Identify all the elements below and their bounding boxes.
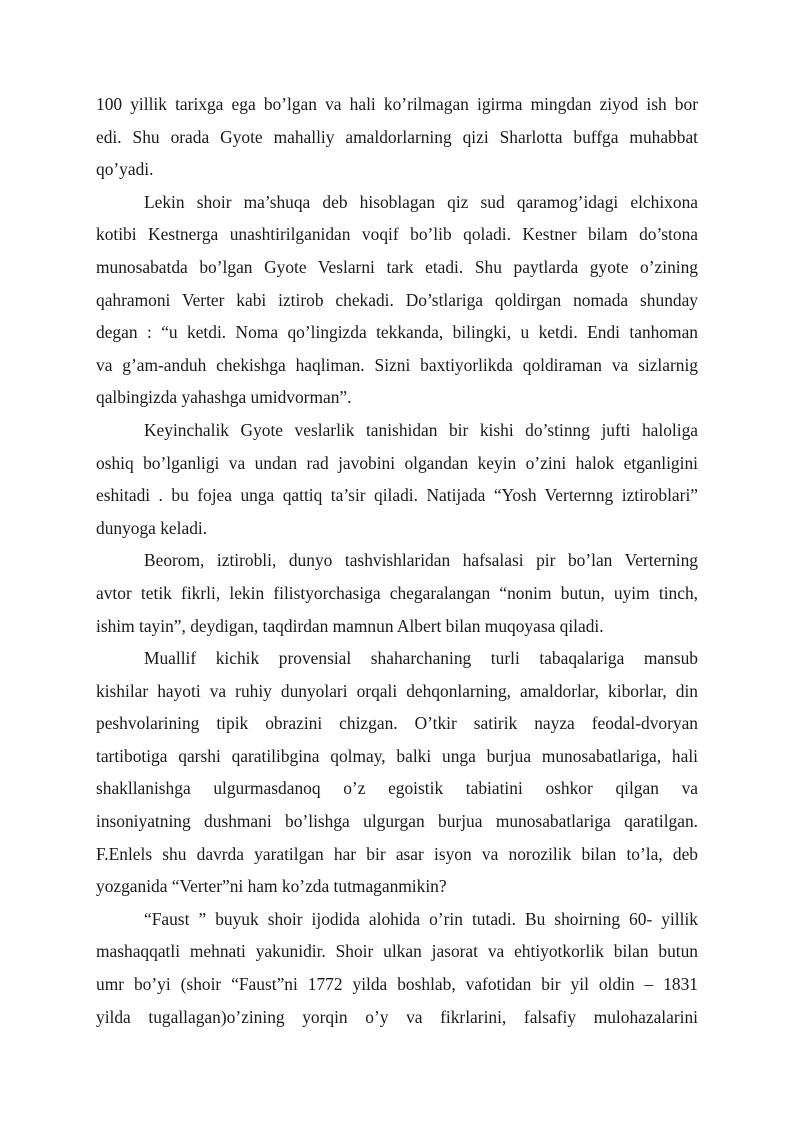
text-line: qahramoni Verter kabi iztirob chekadi. Do’stlariga qoldirgan nomada shunday <box>96 289 698 310</box>
text-line: edi. Shu orada Gyote mahalliy amaldorlarning qizi Sharlotta buffga muhabbat <box>96 126 698 147</box>
text-line: kotibi Kestnerga unashtirilganidan voqif bo’lib qoladi. Kestner bilam do’stona <box>96 224 698 245</box>
paragraph-3 <box>96 414 698 544</box>
text-line: dunyoga keladi. <box>96 517 208 538</box>
text-line: F.Enlels shu davrda yaratilgan har bir asar isyon va norozilik bilan to’la, deb <box>96 843 698 864</box>
text-line: shakllanishga ulgurmasdanoq o’z egoistik tabiatini oshkor qilgan va <box>96 778 698 799</box>
text-line: degan : “u ketdi. Noma qo’lingizda tekkanda, bilingki, u ketdi. Endi tanhoman <box>96 322 698 343</box>
text-line: insoniyatning dushmani bo’lishga ulgurgan burjua munosabatlariga qaratilgan. <box>96 811 698 832</box>
paragraph-5 <box>96 642 698 903</box>
text-line: Keyinchalik Gyote veslarlik tanishidan bir kishi do’stinng jufti haloliga <box>144 419 698 440</box>
paragraph-6 <box>96 903 698 1033</box>
text-line: qo’yadi. <box>96 159 154 180</box>
text-line: ishim tayin”, deydigan, taqdirdan mamnun Albert bilan muqoyasa qiladi. <box>96 615 604 636</box>
paragraph-4 <box>96 544 698 642</box>
text-line: Beorom, iztirobli, dunyo tashvishlaridan hafsalasi pir bo’lan Verterning <box>144 550 698 571</box>
text-line: “Faust ” buyuk shoir ijodida alohida o’rin tutadi. Bu shoirning 60- yillik <box>144 908 698 929</box>
text-line: Muallif kichik provensial shaharchaning turli tabaqalariga mansub <box>144 648 698 669</box>
text-line: mashaqqatli mehnati yakunidir. Shoir ulkan jasorat va ehtiyotkorlik bilan butun <box>96 941 698 962</box>
paragraph-2 <box>96 186 698 414</box>
text-line: tartibotiga qarshi qaratilibgina qolmay, balki unga burjua munosabatlariga, hali <box>96 745 698 766</box>
text-line: avtor tetik fikrli, lekin filistyorchasiga chegaralangan “nonim butun, uyim tinch, <box>96 582 698 603</box>
text-line: oshiq bo’lganligi va undan rad javobini olgandan keyin o’zini halok etganligini <box>96 452 698 473</box>
text-line: umr bo’yi (shoir “Faust”ni 1772 yilda boshlab, vafotidan bir yil oldin – 1831 <box>96 974 698 995</box>
text-line: eshitadi . bu fojea unga qattiq ta’sir qiladi. Natijada “Yosh Verternng iztiroblari” <box>96 485 698 506</box>
paragraph-1 <box>96 88 698 186</box>
text-line: va g’am-anduh chekishga haqliman. Sizni baxtiyorlikda qoldiraman va sizlarnig <box>96 354 698 375</box>
text-line: qalbingizda yahashga umidvorman”. <box>96 387 352 408</box>
text-line: kishilar hayoti va ruhiy dunyolari orqali dehqonlarning, amaldorlar, kiborlar, din <box>96 680 698 701</box>
text-line: yozganida “Verter”ni ham ko’zda tutmaganmikin? <box>96 876 447 897</box>
text-line: munosabatda bo’lgan Gyote Veslarni tark etadi. Shu paytlarda gyote o’zining <box>96 256 698 277</box>
text-line: yilda tugallagan)o’zining yorqin o’y va fikrlarini, falsafiy mulohazalarini <box>96 1006 698 1027</box>
text-line: peshvolarining tipik obrazini chizgan. O’tkir satirik nayza feodal-dvoryan <box>96 713 698 734</box>
text-line: 100 yillik tarixga ega bo’lgan va hali ko’rilmagan igirma mingdan ziyod ish bor <box>96 94 698 114</box>
document-page <box>96 88 698 1033</box>
text-line: Lekin shoir ma’shuqa deb hisoblagan qiz sud qaramog’idagi elchixona <box>144 191 698 212</box>
